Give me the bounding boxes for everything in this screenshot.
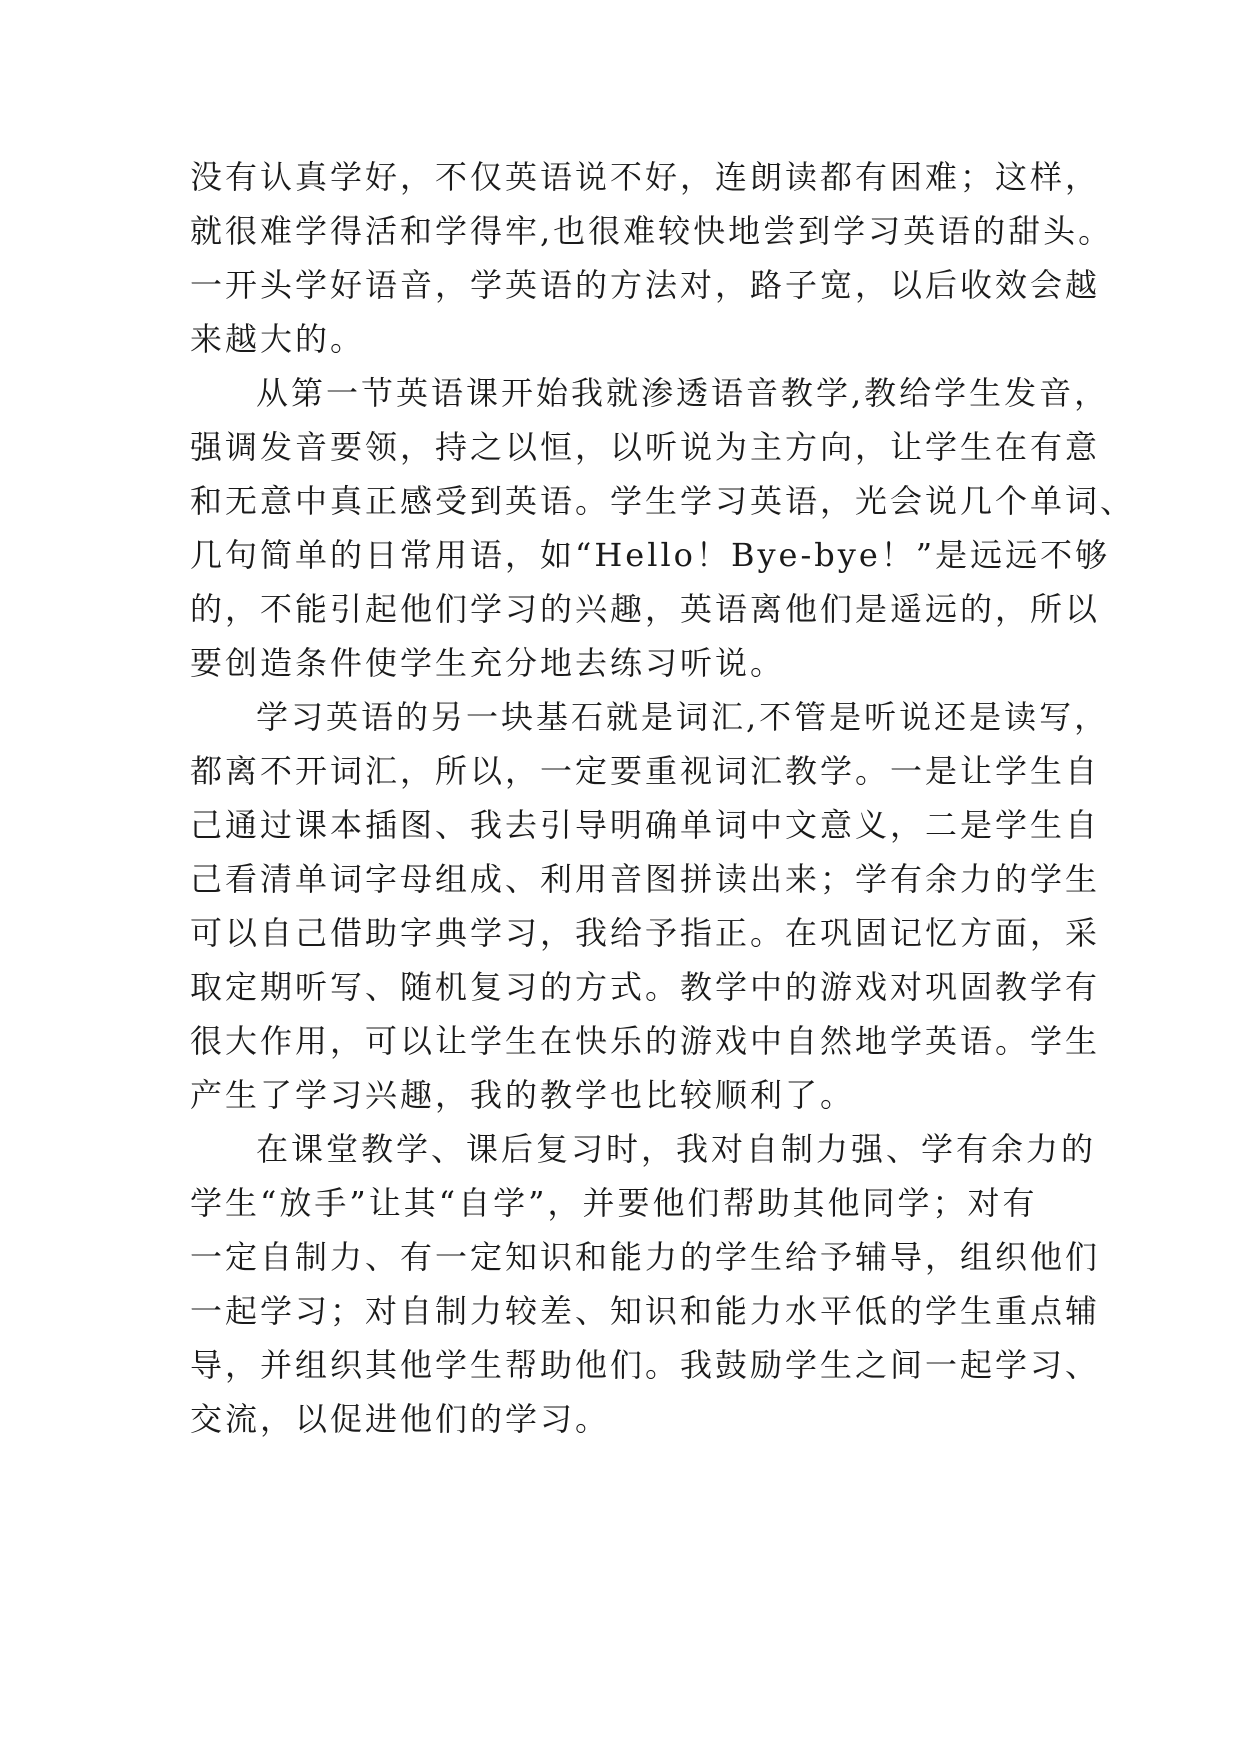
text-line: 要创造条件使学生充分地去练习听说。 bbox=[190, 644, 786, 682]
text-line: 没有认真学好，不仅英语说不好，连朗读都有困难；这样， bbox=[190, 158, 1101, 196]
text-line: 就很难学得活和学得牢,也很难较快地尝到学习英语的甜头。 bbox=[190, 212, 1114, 250]
text-line: 一起学习；对自制力较差、知识和能力水平低的学生重点辅 bbox=[190, 1292, 1101, 1330]
text-line: 己看清单词字母组成、利用音图拼读出来；学有余力的学生 bbox=[190, 860, 1101, 898]
paragraph-first-line: 从第一节英语课开始我就渗透语音教学,教给学生发音， bbox=[256, 374, 1110, 412]
text-line: 来越大的。 bbox=[190, 320, 366, 358]
text-line: 产生了学习兴趣，我的教学也比较顺利了。 bbox=[190, 1076, 856, 1114]
text-line: 交流，以促进他们的学习。 bbox=[190, 1400, 611, 1438]
text-line: 很大作用，可以让学生在快乐的游戏中自然地学英语。学生 bbox=[190, 1022, 1101, 1060]
text-line: 几句简单的日常用语，如“Hello！Bye-bye！”是远远不够 bbox=[190, 536, 1111, 574]
body-text bbox=[190, 150, 1136, 1446]
text-line: 导，并组织其他学生帮助他们。我鼓励学生之间一起学习、 bbox=[190, 1346, 1101, 1384]
text-line: 都离不开词汇，所以，一定要重视词汇教学。一是让学生自 bbox=[190, 752, 1101, 790]
text-line: 强调发音要领，持之以恒，以听说为主方向，让学生在有意 bbox=[190, 428, 1101, 466]
text-line: 取定期听写、随机复习的方式。教学中的游戏对巩固教学有 bbox=[190, 968, 1101, 1006]
text-line: 的，不能引起他们学习的兴趣，英语离他们是遥远的，所以 bbox=[190, 590, 1101, 628]
paragraph-first-line: 学习英语的另一块基石就是词汇,不管是听说还是读写， bbox=[256, 698, 1110, 736]
paragraph-first-line: 在课堂教学、课后复习时，我对自制力强、学有余力的 bbox=[256, 1130, 1097, 1168]
text-line: 学生“放手”让其“自学”，并要他们帮助其他同学；对有 bbox=[190, 1184, 1038, 1222]
text-line: 一定自制力、有一定知识和能力的学生给予辅导，组织他们 bbox=[190, 1238, 1101, 1276]
text-line: 一开头学好语音，学英语的方法对，路子宽，以后收效会越 bbox=[190, 266, 1101, 304]
text-line: 己通过课本插图、我去引导明确单词中文意义，二是学生自 bbox=[190, 806, 1101, 844]
text-line: 和无意中真正感受到英语。学生学习英语，光会说几个单词、 bbox=[190, 482, 1136, 520]
text-line: 可以自己借助字典学习，我给予指正。在巩固记忆方面，采 bbox=[190, 914, 1101, 952]
